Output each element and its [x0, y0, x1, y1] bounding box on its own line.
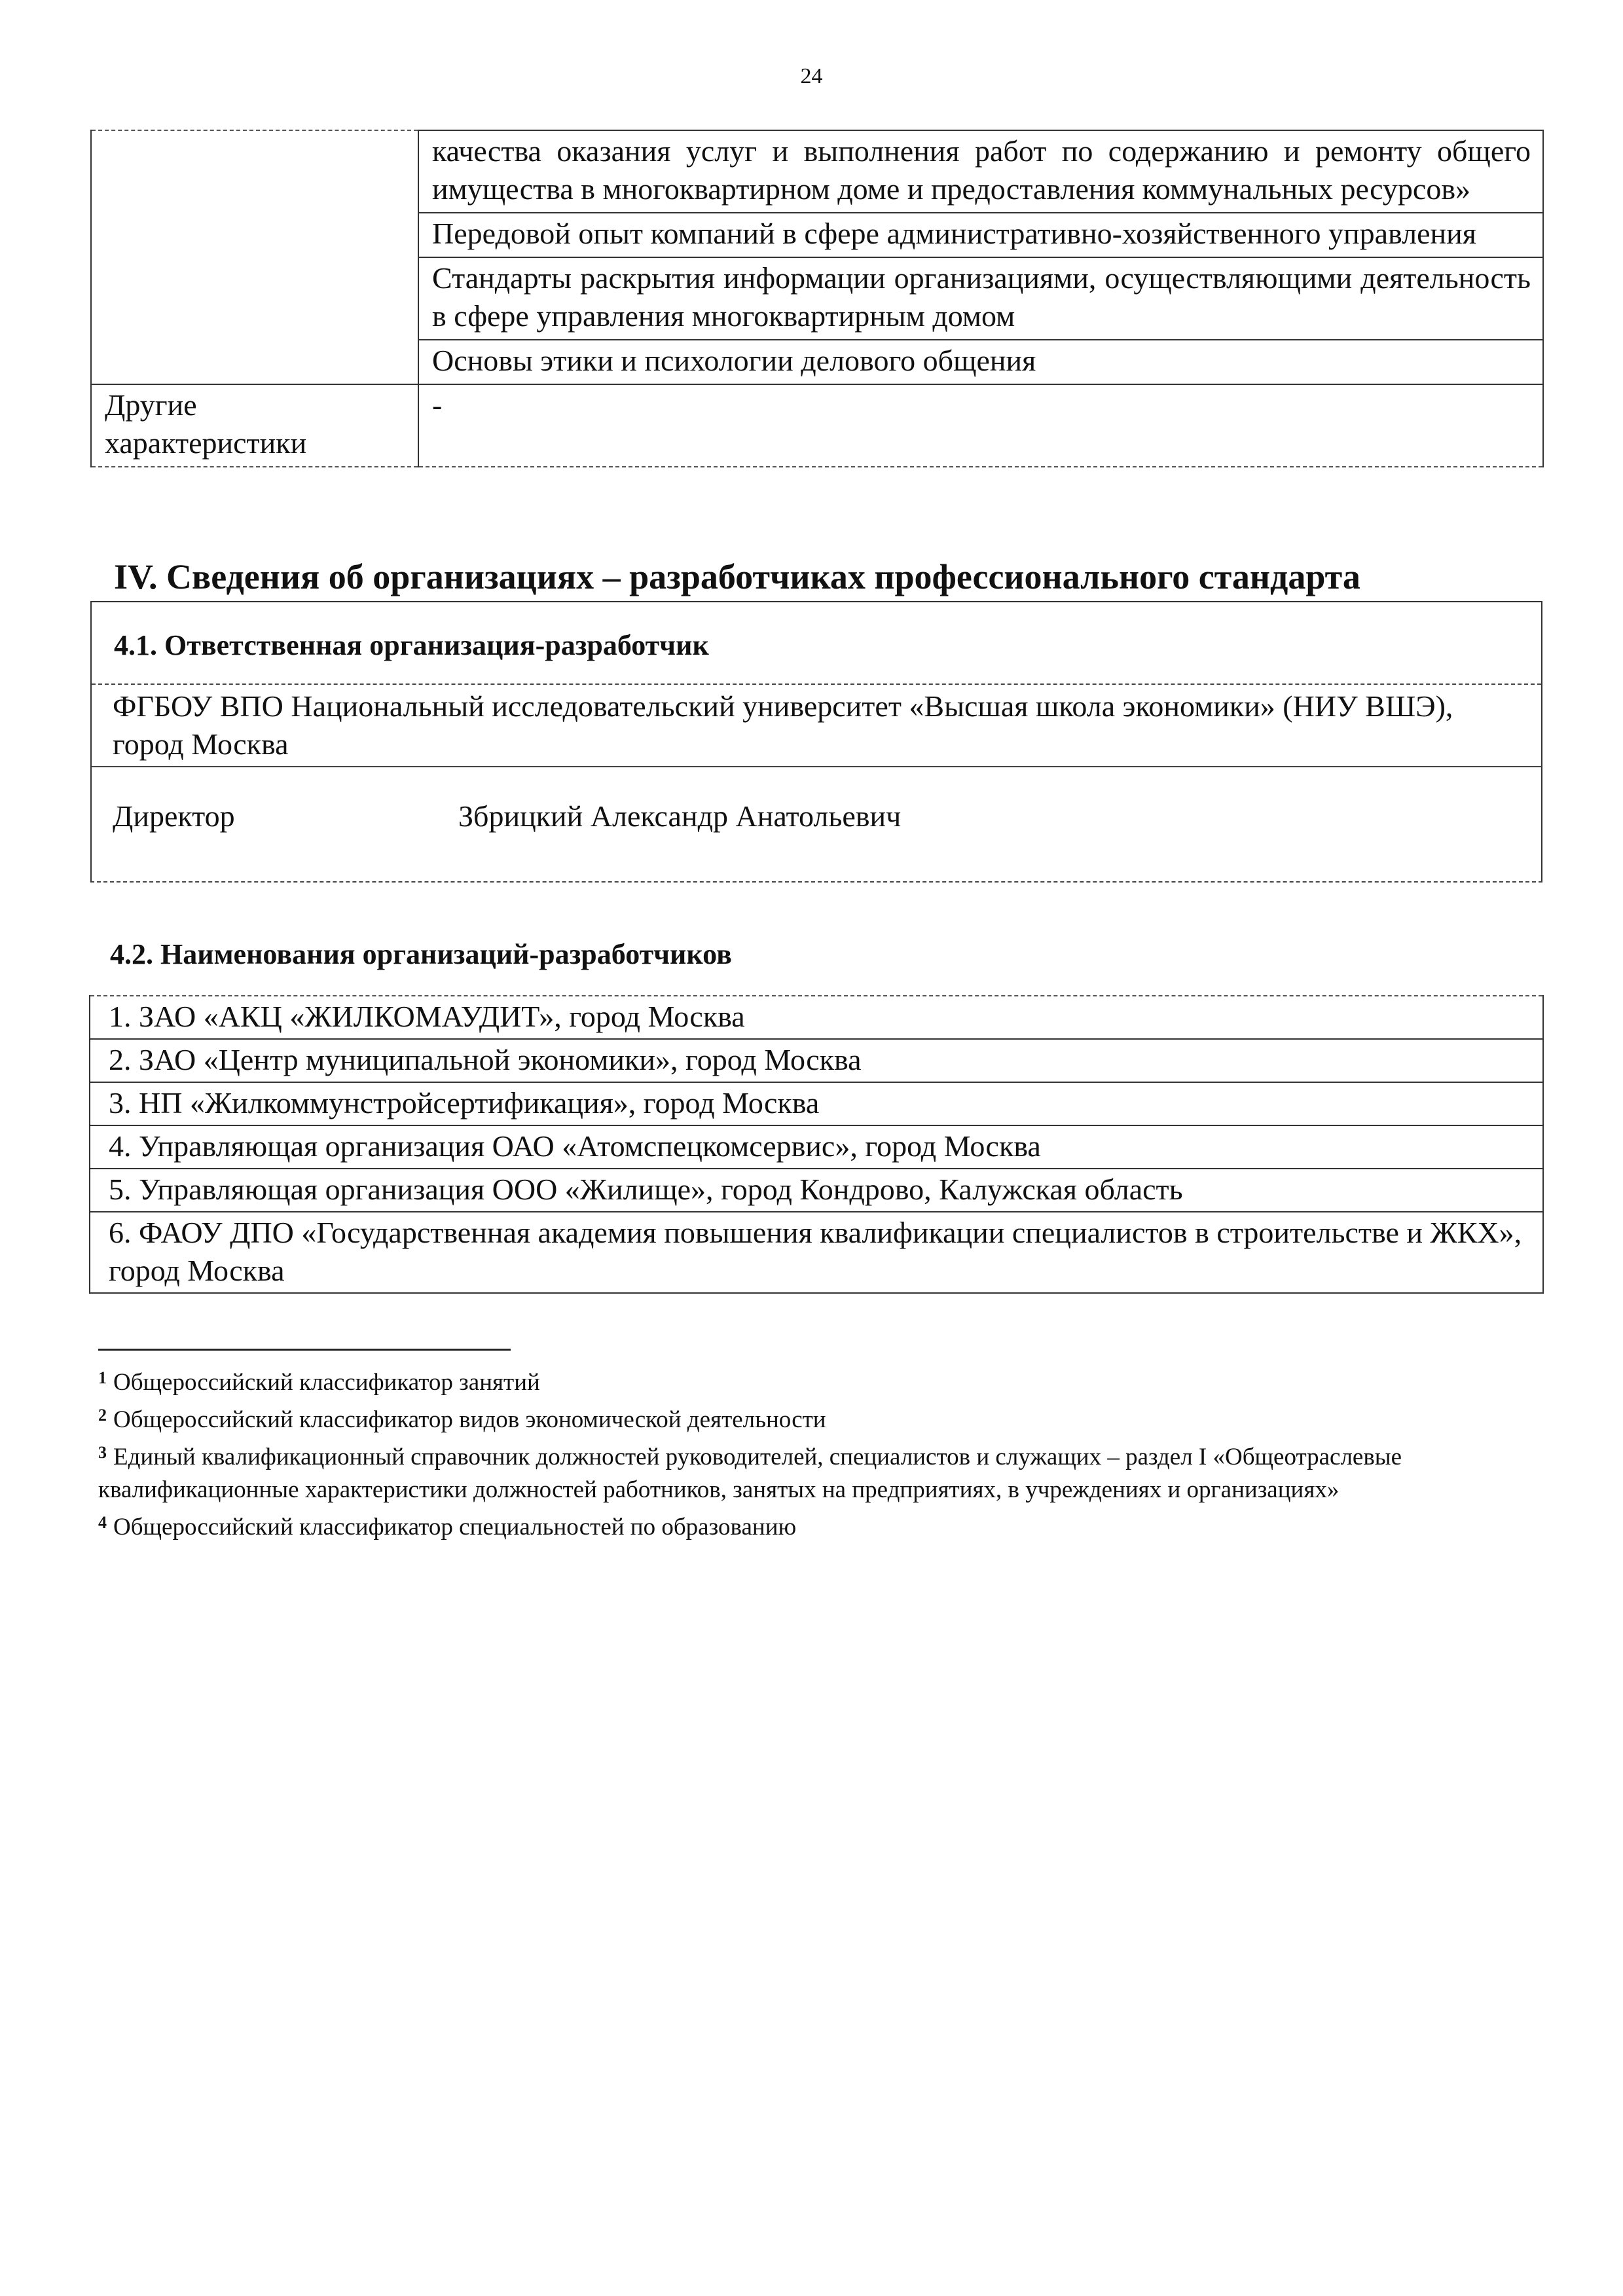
footnote-text: Общероссийский классификатор специальностей по образованию: [113, 1514, 797, 1540]
table-row: [91, 130, 1543, 213]
table-row: [90, 1212, 1543, 1293]
footnote: [98, 1436, 1447, 1506]
developer-organization: 4. Управляющая организация ОАО «Атомспецкомсервис», город Москва: [90, 1125, 1543, 1169]
footnote-mark: 2: [98, 1406, 107, 1425]
qualification-continuation-table: [90, 130, 1544, 467]
footnote: [98, 1362, 1447, 1399]
director-label: Директор: [113, 799, 235, 833]
developer-organization: 2. ЗАО «Центр муниципальной экономики», город Москва: [90, 1039, 1543, 1082]
developer-organization: 1. ЗАО «АКЦ «ЖИЛКОМАУДИТ», город Москва: [90, 996, 1543, 1039]
other-characteristics-value: -: [418, 384, 1543, 467]
table-row: [90, 1039, 1543, 1082]
footnote-text: Общероссийский классификатор занятий: [113, 1369, 540, 1396]
developer-organization: 6. ФАОУ ДПО «Государственная академия повышения квалификации специалистов в строительстве и ЖКХ», город Москва: [90, 1212, 1543, 1293]
footnote: [98, 1399, 1447, 1436]
divider: [92, 683, 1541, 685]
responsible-organization-title: 4.1. Ответственная организация-разработчик: [114, 629, 709, 661]
table-row: [90, 1125, 1543, 1169]
director-name: Збрицкий Александр Анатольевич: [458, 799, 902, 833]
empty-label-cell: [91, 130, 418, 384]
table-row: [90, 1169, 1543, 1212]
table-row: [91, 384, 1543, 467]
table-row: [90, 1082, 1543, 1125]
knowledge-item: Основы этики и психологии делового общения: [418, 340, 1543, 384]
knowledge-item: Стандарты раскрытия информации организациями, осуществляющими деятельность в сфере управления многоквартирным домом: [418, 257, 1543, 340]
footnote-mark: 4: [98, 1513, 107, 1532]
responsible-organization-box: [90, 601, 1542, 883]
footnote-text: Единый квалификационный справочник должностей руководителей, специалистов и служащих – раздел I «Общеотраслевые квалификационные характеристики должностей работников, занятых на предприятиях, в учреждениях и организациях»: [98, 1444, 1402, 1503]
footnote-mark: 3: [98, 1443, 107, 1462]
other-characteristics-label: Другие характеристики: [91, 384, 418, 467]
divider: [92, 766, 1541, 767]
developer-organizations-table: [89, 995, 1544, 1294]
responsible-organization-name: ФГБОУ ВПО Национальный исследовательский университет «Высшая школа экономики» (НИУ ВШЭ), город Москва: [113, 689, 1453, 761]
knowledge-item: качества оказания услуг и выполнения работ по содержанию и ремонту общего имущества в многоквартирном доме и предоставления коммунальных ресурсов»: [418, 130, 1543, 213]
section-heading: IV. Сведения об организациях – разработчиках профессионального стандарта: [114, 557, 1360, 596]
developer-organizations-title: 4.2. Наименования организаций-разработчиков: [110, 938, 732, 970]
footnotes: [98, 1362, 1447, 1544]
developer-organization: 3. НП «Жилкоммунстройсертификация», город Москва: [90, 1082, 1543, 1125]
table-row: [90, 996, 1543, 1039]
footnote-text: Общероссийский классификатор видов экономической деятельности: [113, 1406, 826, 1433]
footnote-mark: 1: [98, 1368, 107, 1387]
knowledge-item: Передовой опыт компаний в сфере административно-хозяйственного управления: [418, 213, 1543, 257]
footnote-separator: [98, 1349, 511, 1351]
footnote: [98, 1506, 1447, 1544]
page-number: 24: [800, 64, 823, 88]
developer-organization: 5. Управляющая организация ООО «Жилище», город Кондрово, Калужская область: [90, 1169, 1543, 1212]
